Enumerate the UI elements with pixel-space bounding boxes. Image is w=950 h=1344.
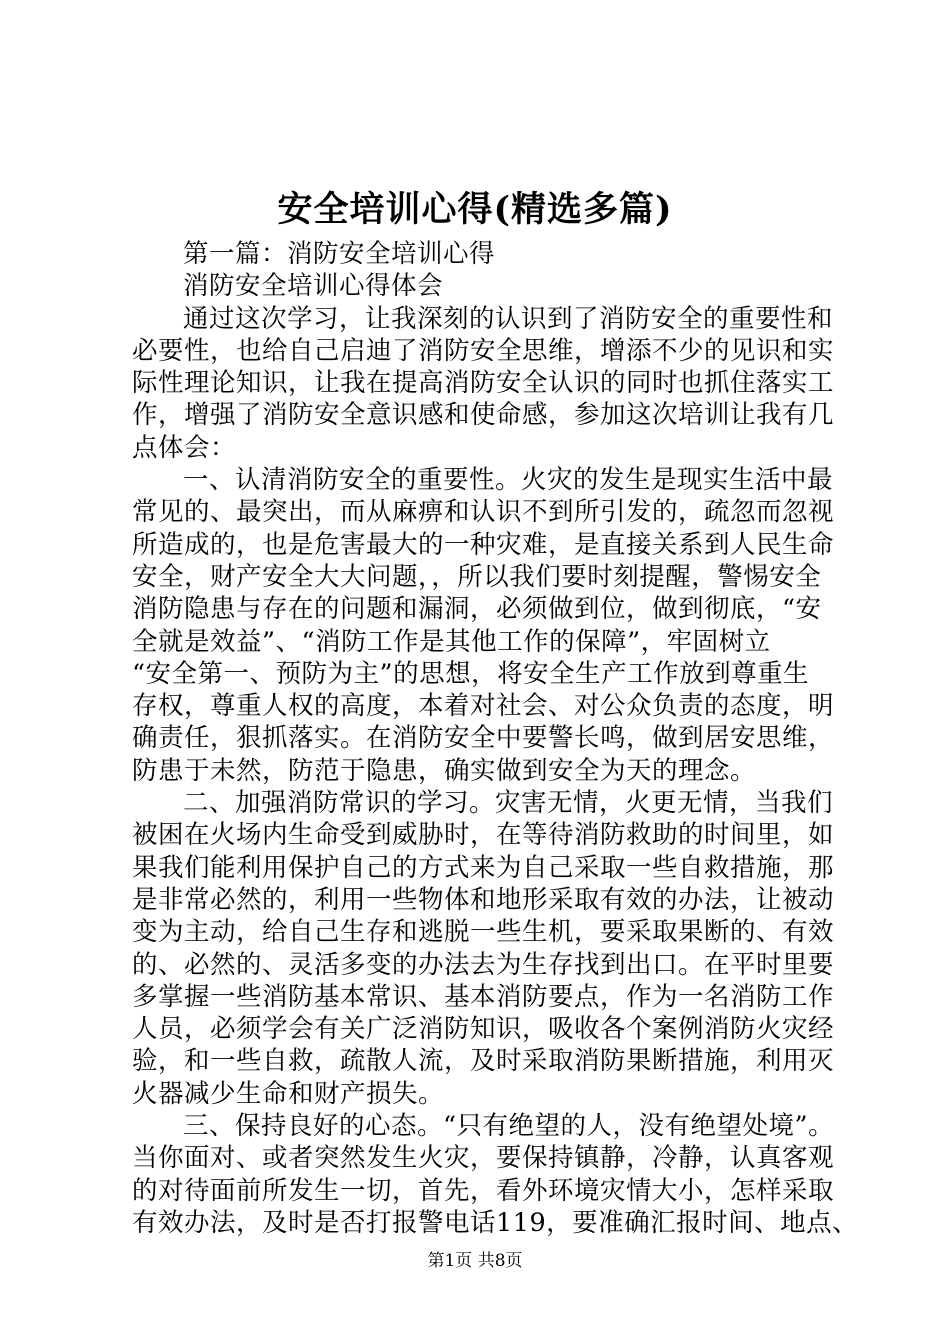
- text-line: 一、认清消防安全的重要性。火灾的发生是现实生活中最: [183, 465, 834, 496]
- text-line: 火器减少生命和财产损失。: [132, 1078, 445, 1109]
- text-line: 防患于未然，防范于隐患，确实做到安全为天的理念。: [132, 755, 757, 786]
- text-line: 点体会：: [132, 432, 237, 463]
- text-line: 际性理论知识，让我在提高消防安全认识的同时也抓住落实工: [132, 368, 835, 399]
- document-title: 安全培训心得(精选多篇): [277, 189, 673, 230]
- text-line: 被困在火场内生命受到威胁时，在等待消防救助的时间里，如: [132, 820, 835, 851]
- text-line: 的对待面前所发生一切，首先，看外环境灾情大小，怎样采取: [132, 1175, 835, 1206]
- text-line: 安全，财产安全大大问题，，所以我们要时刻提醒，警惕安全: [132, 561, 822, 592]
- text-line: 验，和一些自救，疏散人流，及时采取消防果断措施，利用灭: [132, 1046, 835, 1077]
- text-line: 当你面对、或者突然发生火灾，要保持镇静，冷静，认真客观: [132, 1143, 835, 1174]
- text-line: 常见的、最突出，而从麻痹和认识不到所引发的，疏忽而忽视: [132, 497, 835, 528]
- text-line: 二、加强消防常识的学习。灾害无情，火更无情，当我们: [183, 788, 834, 819]
- text-line: 有效办法，及时是否打报警电话119，要准确汇报时间、地点、: [132, 1207, 859, 1238]
- text-line: 的、必然的、灵活多变的办法去为生存找到出口。在平时里要: [132, 949, 835, 980]
- text-line: 三、保持良好的心态。“只有绝望的人，没有绝望处境”。: [183, 1111, 835, 1142]
- text-line: 第一篇：消防安全培训心得: [183, 239, 496, 269]
- text-line: 消防安全培训心得体会: [183, 271, 444, 302]
- text-line: 作，增强了消防安全意识感和使命感，参加这次培训让我有几: [132, 400, 835, 431]
- text-line: 果我们能利用保护自己的方式来为自己采取一些自救措施，那: [132, 852, 835, 883]
- text-line: 所造成的，也是危害最大的一种灾难，是直接关系到人民生命: [132, 529, 835, 560]
- text-line: 人员，必须学会有关广泛消防知识，吸收各个案例消防火灾经: [132, 1014, 835, 1045]
- text-line: 变为主动，给自己生存和逃脱一些生机，要采取果断的、有效: [132, 917, 835, 948]
- text-line: 多掌握一些消防基本常识、基本消防要点，作为一名消防工作: [132, 981, 835, 1012]
- text-line: “安全第一、预防为主”的思想，将安全生产工作放到尊重生: [132, 658, 810, 689]
- text-line: 存权，尊重人权的高度，本着对社会、对公众负责的态度，明: [132, 691, 835, 722]
- text-line: 确责任，狠抓落实。在消防安全中要警长鸣，做到居安思维，: [132, 723, 835, 754]
- document-body: [132, 238, 859, 1239]
- text-line: 全就是效益”、“消防工作是其他工作的保障”，牢固树立: [132, 626, 771, 657]
- text-line: 是非常必然的，利用一些物体和地形采取有效的办法，让被动: [132, 884, 835, 915]
- text-line: 消防隐患与存在的问题和漏洞，必须做到位，做到彻底，“安: [132, 594, 822, 625]
- text-line: 通过这次学习，让我深刻的认识到了消防安全的重要性和: [183, 303, 834, 334]
- page-footer: 第1页 共8页: [427, 1251, 523, 1271]
- text-line: 必要性，也给自己启迪了消防安全思维，增添不少的见识和实: [132, 335, 835, 366]
